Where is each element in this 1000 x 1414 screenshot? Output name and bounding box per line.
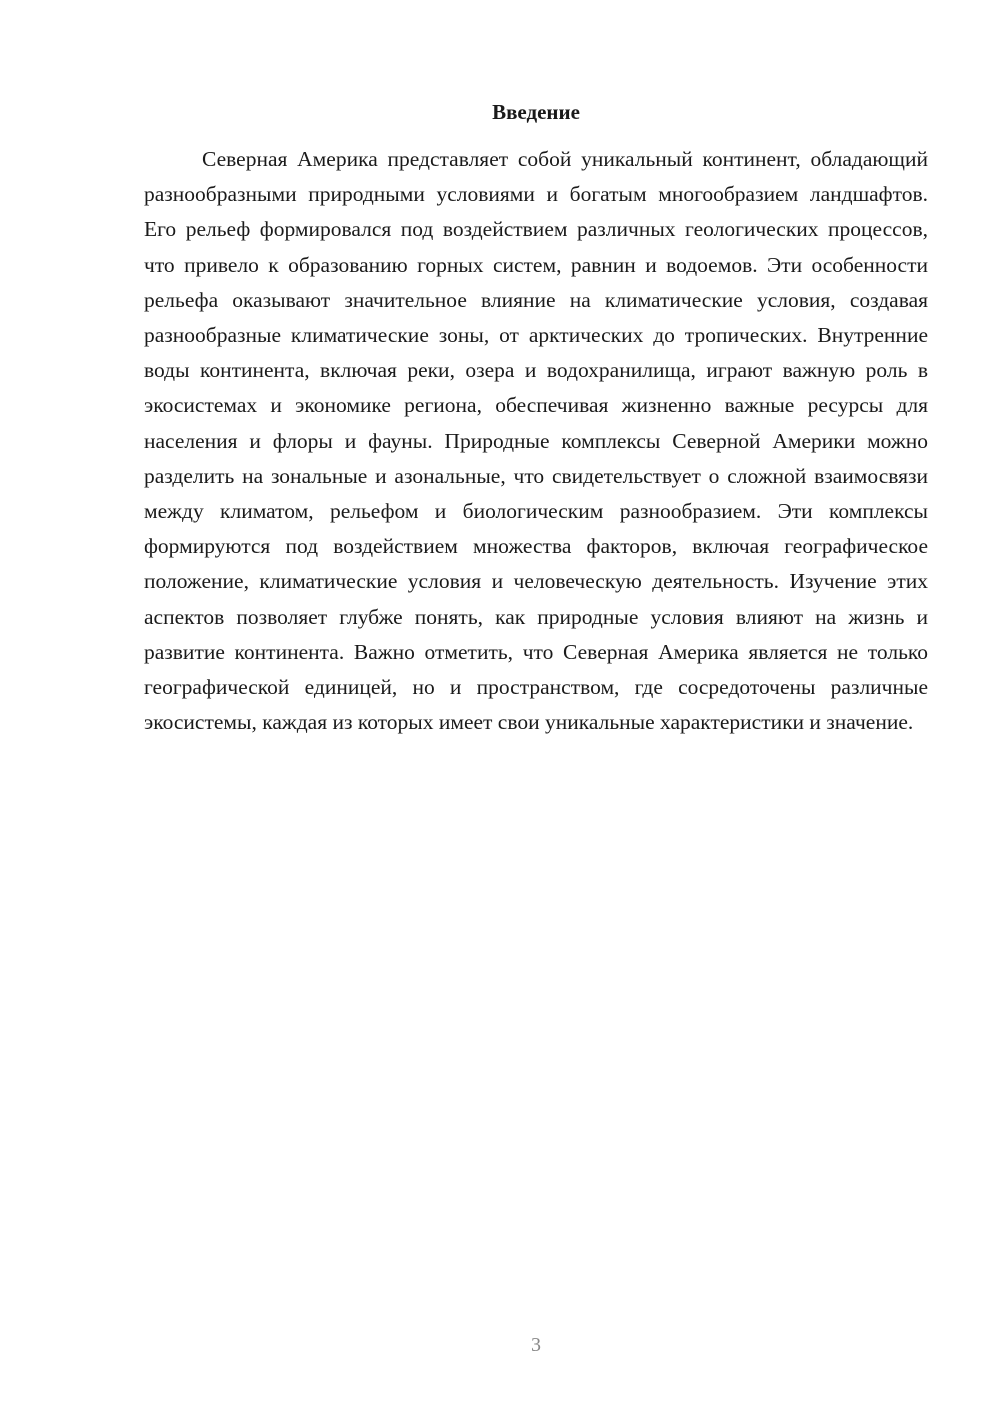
section-heading: Введение <box>492 100 580 124</box>
page-number: 3 <box>531 1334 541 1356</box>
introduction-paragraph: Северная Америка представляет собой уникальный континент, обладающий разнообразными природными условиями и богатым многообразием ландшафтов. Его рельеф формировался под воздействием различных геологических процессов, что привело к образованию горных систем, равнин и водоемов. Эти особенности рельефа оказывают значительное влияние на климатические условия, создавая разнообразные климатические зоны, от арктических до тропических. Внутренние воды континента, включая реки, озера и водохранилища, играют важную роль в экосистемах и экономике региона, обеспечивая жизненно важные ресурсы для населения и флоры и фауны. Природные комплексы Северной Америки можно разделить на зональные и азональные, что свидетельствует о сложной взаимосвязи между климатом, рельефом и биологическим разнообразием. Эти комплексы формируются под воздействием множества факторов, включая географическое положение, климатические условия и человеческую деятельность. Изучение этих аспектов позволяет глубже понять, как природные условия влияют на жизнь и развитие континента. Важно отметить, что Северная Америка является не только географической единицей, но и пространством, где сосредоточены различные экосистемы, каждая из которых имеет свои уникальные характеристики и значение. <box>144 147 928 735</box>
